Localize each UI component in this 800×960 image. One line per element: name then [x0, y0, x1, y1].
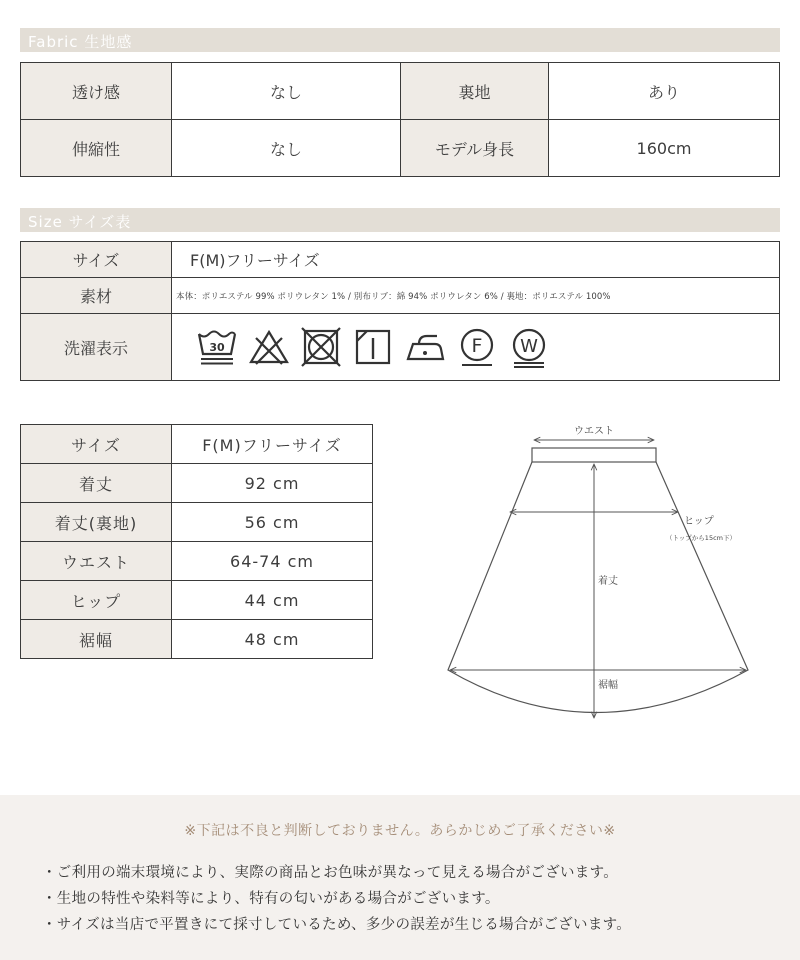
fabric-value-cell: なし [172, 63, 401, 120]
low-iron-icon [404, 326, 446, 368]
notice-item: ・ご利用の端末環境により、実際の商品とお色味が異なって見える場合がございます。 [42, 865, 619, 881]
dry-clean-letter: F [471, 335, 483, 357]
no-bleach-icon [248, 326, 290, 368]
waist-label: ウエスト [574, 426, 614, 437]
fabric-label-cell: モデル身長 [401, 120, 549, 177]
skirt-measurement-diagram [438, 420, 768, 730]
table-row [21, 425, 373, 464]
material-label-cell: 素材 [21, 278, 172, 314]
care-icons-cell [172, 314, 780, 381]
table-row [21, 620, 373, 659]
size-section-header [20, 208, 780, 232]
measurement-label: ヒップ [21, 581, 172, 620]
wet-clean-letter: W [520, 336, 538, 357]
table-row [21, 542, 373, 581]
size-label-cell: サイズ [21, 242, 172, 278]
wash-temp: 30 [209, 341, 225, 354]
notice-item: ・生地の特性や染料等により、特有の匂いがある場合がございます。 [42, 891, 500, 907]
notice-box [0, 795, 800, 960]
table-row [21, 63, 780, 120]
notice-title: ※下記は不良と判断しておりません。あらかじめご了承ください※ [184, 823, 616, 839]
hip-note: （トップから15cm下） [666, 534, 736, 542]
line-dry-icon [352, 326, 394, 368]
table-row [21, 120, 780, 177]
size-section-title: Size サイズ表 [28, 213, 132, 231]
table-row [21, 464, 373, 503]
fabric-label-cell: 透け感 [21, 63, 172, 120]
size-info-table [20, 241, 780, 381]
measurement-value: 92 cm [172, 464, 373, 503]
fabric-table [20, 62, 780, 177]
material-value-cell: 本体：ポリエステル 99% ポリウレタン 1% / 別布リブ：綿 94% ポリウレタン 6% / 裏地：ポリエステル 100% [172, 278, 780, 314]
measurement-value: 56 cm [172, 503, 373, 542]
hem-label: 裾幅 [598, 680, 618, 691]
no-tumble-dry-icon [300, 326, 342, 368]
table-row [21, 314, 780, 381]
dry-clean-f-icon [456, 326, 498, 368]
fabric-section-header [20, 28, 780, 52]
measurement-label: 着丈 [21, 464, 172, 503]
size-table-header-label: サイズ [21, 425, 172, 464]
measurement-label: 裾幅 [21, 620, 172, 659]
care-icons-row [190, 326, 779, 368]
fabric-section-title: Fabric 生地感 [28, 33, 133, 51]
table-row [21, 278, 780, 314]
hip-label: ヒップ [684, 516, 714, 527]
fabric-label-cell: 伸縮性 [21, 120, 172, 177]
table-row [21, 503, 373, 542]
measurement-label: ウエスト [21, 542, 172, 581]
wash-30-icon [196, 326, 238, 368]
fabric-label-cell: 裏地 [401, 63, 549, 120]
notice-item: ・サイズは当店で平置きにて採寸しているため、多少の誤差が生じる場合がございます。 [42, 917, 632, 933]
measurement-label: 着丈(裏地) [21, 503, 172, 542]
fabric-value-cell: 160cm [549, 120, 780, 177]
measurement-value: 44 cm [172, 581, 373, 620]
measurement-value: 48 cm [172, 620, 373, 659]
size-table-header-value: F(M)フリーサイズ [172, 425, 373, 464]
size-table [20, 424, 373, 659]
fabric-value-cell: なし [172, 120, 401, 177]
wet-clean-w-icon [508, 326, 550, 368]
length-label: 着丈 [598, 576, 618, 587]
notice-list [42, 860, 631, 938]
care-label-cell: 洗濯表示 [21, 314, 172, 381]
fabric-value-cell: あり [549, 63, 780, 120]
table-row [21, 581, 373, 620]
measurement-value: 64-74 cm [172, 542, 373, 581]
table-row [21, 242, 780, 278]
size-value-cell: F(M)フリーサイズ [172, 242, 780, 278]
